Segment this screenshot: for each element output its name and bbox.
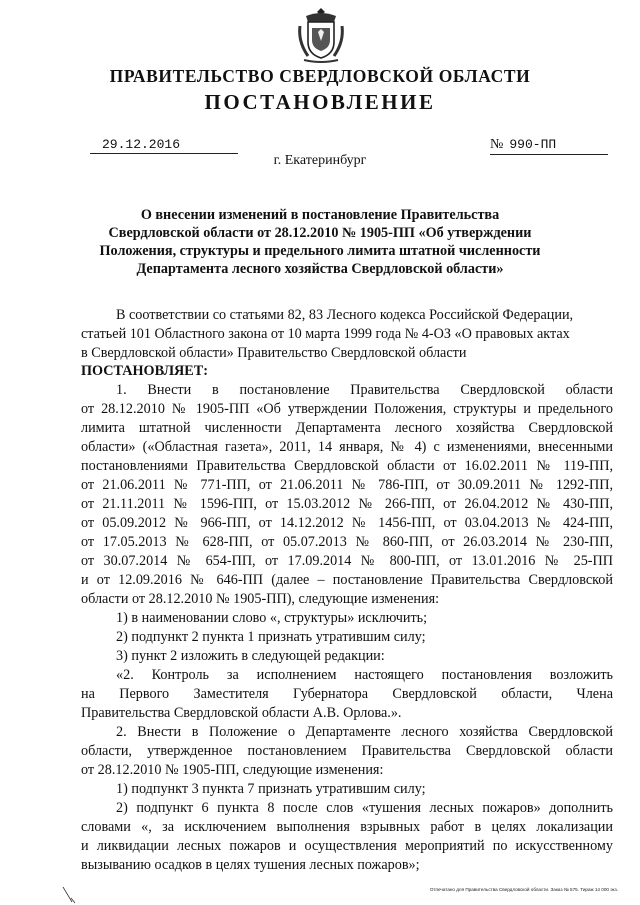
body-line: 1) подпункт 3 пункта 7 признать утратившим силу; bbox=[116, 781, 426, 797]
body-line: Правительства Свердловской области А.В. Орлова.». bbox=[81, 705, 402, 721]
body-line: постановлениями Правительства Свердловской области от 16.02.2011 № 119-ПП, bbox=[81, 458, 613, 474]
print-note: Отпечатано для Правительства Свердловской области. Заказ № 575. Тираж 14 000 экз. bbox=[429, 887, 618, 892]
body-line: от 21.11.2011 № 1596-ПП, от 15.03.2012 № 266-ПП, от 26.04.2012 № 430-ПП, bbox=[81, 496, 613, 512]
body-line: «2. Контроль за исполнением настоящего постановления возложить bbox=[116, 667, 613, 683]
corner-mark-icon bbox=[62, 886, 76, 904]
document-date: 29.12.2016 bbox=[90, 137, 238, 154]
body-line: от 30.07.2014 № 654-ПП, от 17.09.2014 № 800-ПП, от 13.01.2016 № 25-ПП bbox=[81, 553, 613, 569]
body-line: В соответствии со статьями 82, 83 Лесного кодекса Российской Федерации, bbox=[116, 307, 574, 323]
body-line: 2) подпункт 6 пункта 8 после слов «тушения лесных пожаров» дополнить bbox=[116, 800, 613, 816]
number-value: 990-ПП bbox=[509, 137, 557, 152]
body-line: 3) пункт 2 изложить в следующей редакции: bbox=[116, 648, 385, 664]
body-line: статьей 101 Областного закона от 10 марта 1999 года № 4-ОЗ «О правовых актах bbox=[81, 326, 570, 342]
body-line: словами «, за исключением выполнения взрывных работ в целях локализации bbox=[81, 819, 613, 835]
body-line: и ликвидации лесных пожаров и осуществления мероприятий по искусственному bbox=[81, 838, 613, 854]
title-line: Положения, структуры и предельного лимита штатной численности bbox=[99, 243, 541, 259]
body-line: 2) подпункт 2 пункта 1 признать утратившим силу; bbox=[116, 629, 426, 645]
number-label: № bbox=[490, 137, 504, 152]
body-line: вызыванию осадков в целях тушения лесных пожаров»; bbox=[81, 857, 420, 873]
document-type: ПОСТАНОВЛЕНИЕ bbox=[204, 90, 436, 114]
body-line: от 28.12.2010 № 1905-ПП «Об утверждении Положения, структуры и предельного bbox=[81, 401, 613, 417]
body-line: от 17.05.2013 № 628-ПП, от 05.07.2013 № 860-ПП, от 26.03.2014 № 230-ПП, bbox=[81, 534, 613, 550]
body-line: области, утвержденное постановлением Правительства Свердловской области bbox=[81, 743, 613, 759]
body-line: от 21.06.2011 № 771-ПП, от 21.06.2011 № 786-ПП, от 30.09.2011 № 1292-ПП, bbox=[81, 477, 613, 493]
body-line: 1) в наименовании слово «, структуры» исключить; bbox=[116, 610, 428, 626]
body-line: в Свердловской области» Правительство Свердловской области bbox=[81, 345, 467, 361]
body-line: области» («Областная газета», 2011, 14 января, № 4) с изменениями, внесенными bbox=[81, 439, 613, 455]
body-line: на Первого Заместителя Губернатора Свердловской области, Члена bbox=[81, 686, 613, 702]
body-line-heading: ПОСТАНОВЛЯЕТ: bbox=[81, 363, 208, 379]
city: г. Екатеринбург bbox=[273, 153, 367, 168]
title-line: О внесении изменений в постановление Правительства bbox=[140, 207, 500, 223]
body-line: и от 12.09.2016 № 646-ПП (далее – постановление Правительства Свердловской bbox=[81, 572, 613, 588]
government-name: ПРАВИТЕЛЬСТВО СВЕРДЛОВСКОЙ ОБЛАСТИ bbox=[109, 66, 531, 86]
body-line: области от 28.12.2010 № 1905-ПП), следующие изменения: bbox=[81, 591, 440, 607]
body-line: 1. Внести в постановление Правительства Свердловской области bbox=[116, 382, 613, 398]
body-line: 2. Внести в Положение о Департаменте лесного хозяйства Свердловской bbox=[116, 724, 613, 740]
coat-of-arms-icon bbox=[298, 6, 344, 64]
document-title bbox=[75, 206, 565, 278]
body-line: от 28.12.2010 № 1905-ПП, следующие изменения: bbox=[81, 762, 384, 778]
body-line: лимита штатной численности Департамента лесного хозяйства Свердловской bbox=[81, 420, 613, 436]
title-line: Департамента лесного хозяйства Свердловской области» bbox=[136, 261, 504, 277]
body-line: от 05.09.2012 № 966-ПП, от 14.12.2012 № 1456-ПП, от 03.04.2013 № 424-ПП, bbox=[81, 515, 613, 531]
title-line: Свердловской области от 28.12.2010 № 1905-ПП «Об утверждении bbox=[108, 225, 532, 241]
